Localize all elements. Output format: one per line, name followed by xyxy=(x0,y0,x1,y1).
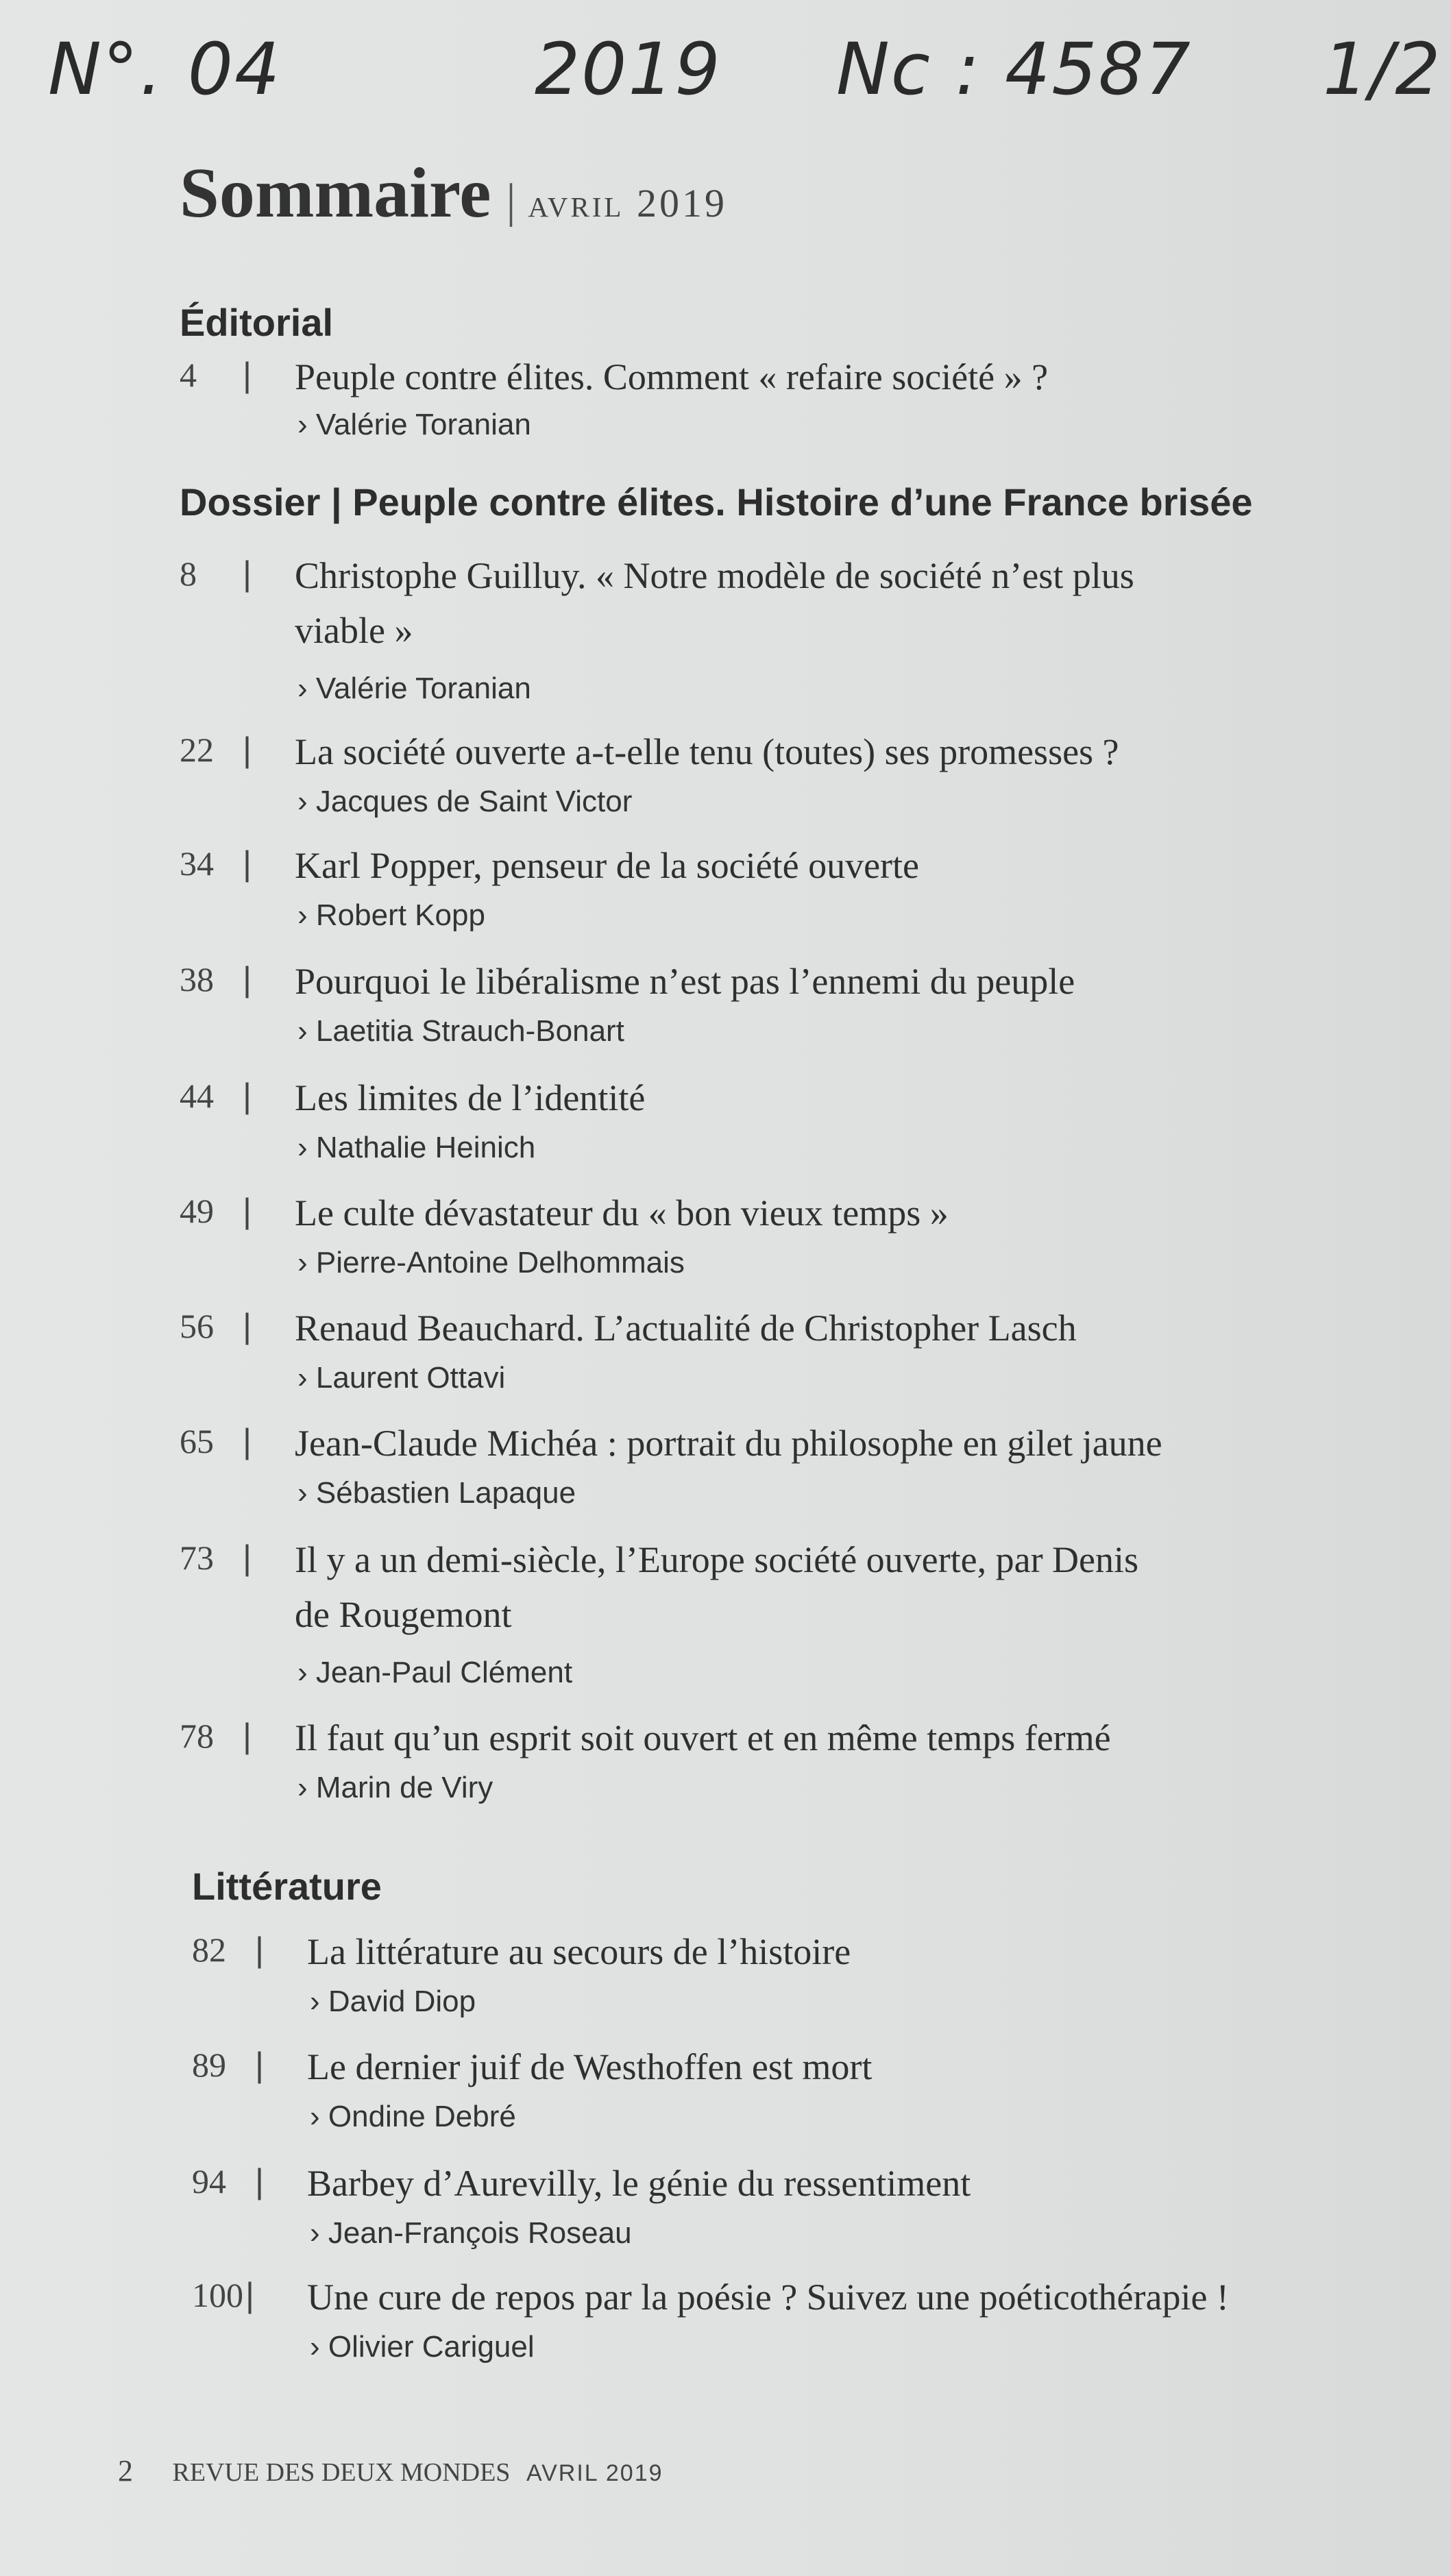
entry-separator: | xyxy=(243,1307,252,1345)
entry-author: › Jacques de Saint Victor xyxy=(297,785,633,818)
entry-author: › Jean-François Roseau xyxy=(310,2216,632,2250)
entry-page: 78 xyxy=(180,1717,214,1755)
footer-page-number: 2 xyxy=(118,2454,133,2488)
entry-page: 4 xyxy=(180,356,197,394)
entry-title: Christophe Guilluy. « Notre modèle de société n’est plus viable » xyxy=(295,555,1134,651)
entry-page: 73 xyxy=(180,1538,214,1577)
entry-author: › Valérie Toranian xyxy=(297,408,531,441)
entry-page: 100 xyxy=(192,2276,243,2314)
entry-page: 94 xyxy=(192,2162,226,2200)
entry-page: 49 xyxy=(180,1192,214,1230)
entry-author: › Pierre-Antoine Delhommais xyxy=(297,1246,685,1279)
entry-title: Il faut qu’un esprit soit ouvert et en même temps fermé xyxy=(295,1717,1111,1758)
entry-author: › Robert Kopp xyxy=(297,898,485,932)
entry-separator: | xyxy=(255,2162,264,2200)
header-date: avril 2019 xyxy=(528,181,727,225)
entry-title: Renaud Beauchard. L’actualité de Christopher Lasch xyxy=(295,1308,1077,1349)
entry-author: › David Diop xyxy=(310,1985,476,2018)
handwritten-page-fraction: 1/2 xyxy=(1323,27,1442,111)
entry-author: › Valérie Toranian xyxy=(297,672,531,705)
entry-title: Jean-Claude Michéa : portrait du philosophe en gilet jaune xyxy=(295,1423,1162,1464)
entry-author: › Sébastien Lapaque xyxy=(297,1476,576,1510)
entry-page: 89 xyxy=(192,2046,226,2084)
handwritten-issue: N°. 04 xyxy=(48,27,282,111)
section-heading-litterature: Littérature xyxy=(192,1865,382,1908)
entry-title: Pourquoi le libéralisme n’est pas l’ennemi du peuple xyxy=(295,961,1075,1002)
section-heading-editorial: Éditorial xyxy=(180,301,334,344)
entry-separator: | xyxy=(243,844,252,883)
page-footer xyxy=(118,2453,663,2488)
footer-publication: REVUE DES DEUX MONDES xyxy=(172,2458,511,2487)
entry-title: La société ouverte a-t-elle tenu (toutes) ses promesses ? xyxy=(295,731,1119,772)
entry-page: 82 xyxy=(192,1930,226,1969)
entry-title: La littérature au secours de l’histoire xyxy=(307,1931,851,1972)
entry-author: › Marin de Viry xyxy=(297,1771,493,1804)
entry-separator: | xyxy=(243,731,252,769)
entry-page: 34 xyxy=(180,844,214,883)
entry-author: › Jean-Paul Clément xyxy=(297,1656,573,1689)
section-heading-dossier: Dossier | Peuple contre élites. Histoire d’une France brisée xyxy=(180,480,1253,524)
header-separator: | xyxy=(506,175,516,228)
entry-title: Il y a un demi-siècle, l’Europe société ouverte, par Denis de Rougemont xyxy=(295,1539,1139,1635)
entry-page: 38 xyxy=(180,960,214,998)
handwritten-reference: Nc : 4587 xyxy=(836,27,1192,111)
handwritten-year: 2019 xyxy=(535,27,722,111)
entry-separator: | xyxy=(245,2276,254,2314)
entry-title: Barbey d’Aurevilly, le génie du ressentiment xyxy=(307,2163,971,2204)
entry-separator: | xyxy=(243,1538,252,1577)
page-title: Sommaire xyxy=(180,154,491,232)
entry-separator: | xyxy=(243,960,252,998)
page-header xyxy=(180,152,727,234)
entry-page: 8 xyxy=(180,554,197,593)
entry-title: Le dernier juif de Westhoffen est mort xyxy=(307,2046,873,2087)
entry-author: › Olivier Cariguel xyxy=(310,2330,535,2364)
entry-separator: | xyxy=(243,356,252,394)
entry-page: 56 xyxy=(180,1307,214,1345)
entry-page: 44 xyxy=(180,1077,214,1115)
entry-title: Le culte dévastateur du « bon vieux temps » xyxy=(295,1192,949,1234)
entry-page: 22 xyxy=(180,731,214,769)
entry-author: › Laetitia Strauch-Bonart xyxy=(297,1014,624,1048)
footer-date: AVRIL 2019 xyxy=(526,2460,663,2486)
entry-separator: | xyxy=(255,2046,264,2084)
entry-separator: | xyxy=(243,1077,252,1115)
entry-author: › Nathalie Heinich xyxy=(297,1131,536,1164)
entry-separator: | xyxy=(243,1717,252,1755)
entry-separator: | xyxy=(243,1422,252,1460)
entry-separator: | xyxy=(255,1930,264,1969)
entry-author: › Laurent Ottavi xyxy=(297,1361,506,1395)
entry-title: Peuple contre élites. Comment « refaire société » ? xyxy=(295,356,1049,397)
entry-title: Les limites de l’identité xyxy=(295,1077,646,1118)
entry-title: Karl Popper, penseur de la société ouverte xyxy=(295,845,919,886)
entry-separator: | xyxy=(243,554,252,593)
entry-page: 65 xyxy=(180,1422,214,1460)
entry-author: › Ondine Debré xyxy=(310,2100,516,2133)
entry-title: Une cure de repos par la poésie ? Suivez une poéticothérapie ! xyxy=(307,2277,1229,2318)
entry-separator: | xyxy=(243,1192,252,1230)
